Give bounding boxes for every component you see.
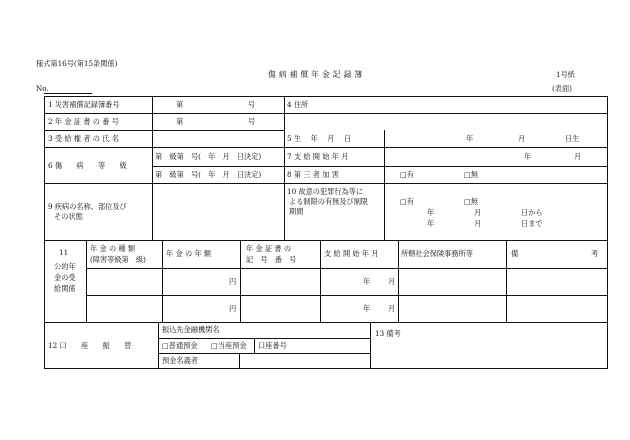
payment-start-year: 年 (524, 152, 532, 161)
pension-cert-header-line1: 年 金 証 書 の (246, 244, 292, 253)
record-number-dai: 第 (176, 100, 184, 109)
pension-row2-month: 月 (388, 304, 396, 313)
bank-name-label: 振込先金融機関名 (162, 325, 220, 334)
restriction-from: 日から (521, 208, 543, 217)
pension-amount-header: 年 金 の 年 額 (166, 249, 212, 258)
certificate-number-go: 号 (248, 117, 256, 126)
address-label: 4 住所 (287, 100, 309, 109)
pension-row1-year: 年 (363, 277, 371, 286)
pension-row2-year: 年 (363, 304, 371, 313)
disability-grade-line1: 第 級第 号( 年 月 日決定) (155, 152, 262, 161)
pension-label-line2: 金の受 (54, 273, 76, 282)
account-holder-label: 預金名義者 (162, 356, 198, 365)
payment-start-label: 7 支 給 開 始 年 月 (287, 152, 349, 161)
restriction-no[interactable]: □無 (464, 197, 478, 206)
form-title: 傷病補償年金記録簿 (268, 70, 366, 79)
birthdate-day: 日生 (565, 134, 580, 143)
third-party-yes[interactable]: □有 (400, 170, 414, 179)
payment-start-month: 月 (574, 152, 582, 161)
notes-label: 13 備考 (375, 329, 401, 338)
disability-grade-line2: 第 級第 号( 年 月 日決定) (155, 170, 262, 179)
third-party-label: 8 第 三 者 加 害 (287, 170, 339, 179)
account-number-label: 口座番号 (258, 341, 287, 350)
ordinary-deposit-checkbox[interactable]: □普通預金 (162, 341, 198, 350)
form-number: 様式第16号(第15条関係) (36, 59, 118, 68)
bank-transfer-label: 12 口 座 振 替 (48, 341, 132, 350)
disease-label-line1: 9 疾病の名称、部位及び (48, 202, 127, 211)
pension-notes-header-2: 考 (591, 249, 599, 258)
restriction-label-line3: 期間 (289, 207, 304, 216)
birthdate-month: 月 (518, 134, 526, 143)
restriction-label-line1: 10 故意の犯罪行為等に (287, 187, 364, 196)
birthdate-year: 年 (466, 134, 474, 143)
certificate-number-label: 2 年 金 証 書 の 番 号 (48, 117, 119, 126)
pension-label-number: 11 (59, 248, 69, 257)
restriction-to-year: 年 (427, 219, 435, 228)
restriction-yes[interactable]: □有 (400, 197, 414, 206)
third-party-no[interactable]: □無 (464, 170, 478, 179)
restriction-from-month: 月 (474, 208, 482, 217)
pension-notes-header-1: 備 (511, 249, 519, 258)
recipient-name-label: 3 受 給 権 者 の 氏 名 (48, 134, 119, 143)
birthdate-label: 5 生 年 月 日 (287, 134, 352, 143)
sheet-label: 1号紙 (556, 70, 575, 79)
record-number-label: 1 災害補償記録簿番号 (48, 100, 120, 109)
certificate-number-dai: 第 (176, 117, 184, 126)
restriction-from-year: 年 (427, 208, 435, 217)
pension-type-header-line2: (障害等級第 級) (90, 255, 146, 264)
pension-row2-yen: 円 (229, 304, 237, 313)
restriction-to: 日まで (521, 219, 543, 228)
pension-start-header: 支 給 開 始 年 月 (324, 249, 379, 258)
pension-label-line3: 給関係 (54, 284, 76, 293)
pension-label-line1: 公的年 (54, 262, 76, 271)
record-number-go: 号 (248, 100, 256, 109)
disability-grade-label: 6 傷 病 等 級 (48, 161, 127, 170)
number-underline (44, 93, 92, 94)
restriction-to-month: 月 (474, 219, 482, 228)
pension-cert-header-line2: 記 号 番 号 (246, 255, 297, 264)
pension-type-header-line1: 年 金 の 種 類 (90, 244, 136, 253)
number-label: No. (36, 84, 49, 93)
pension-row1-month: 月 (388, 277, 396, 286)
side-label: (表面) (552, 84, 572, 93)
pension-row1-yen: 円 (229, 277, 237, 286)
restriction-label-line2: よる制限の有無及び制限 (289, 197, 369, 206)
pension-office-header: 所轄社会保険事務所等 (401, 249, 473, 258)
disease-label-line2: その状態 (54, 212, 83, 221)
current-deposit-checkbox[interactable]: □当座預金 (211, 341, 247, 350)
